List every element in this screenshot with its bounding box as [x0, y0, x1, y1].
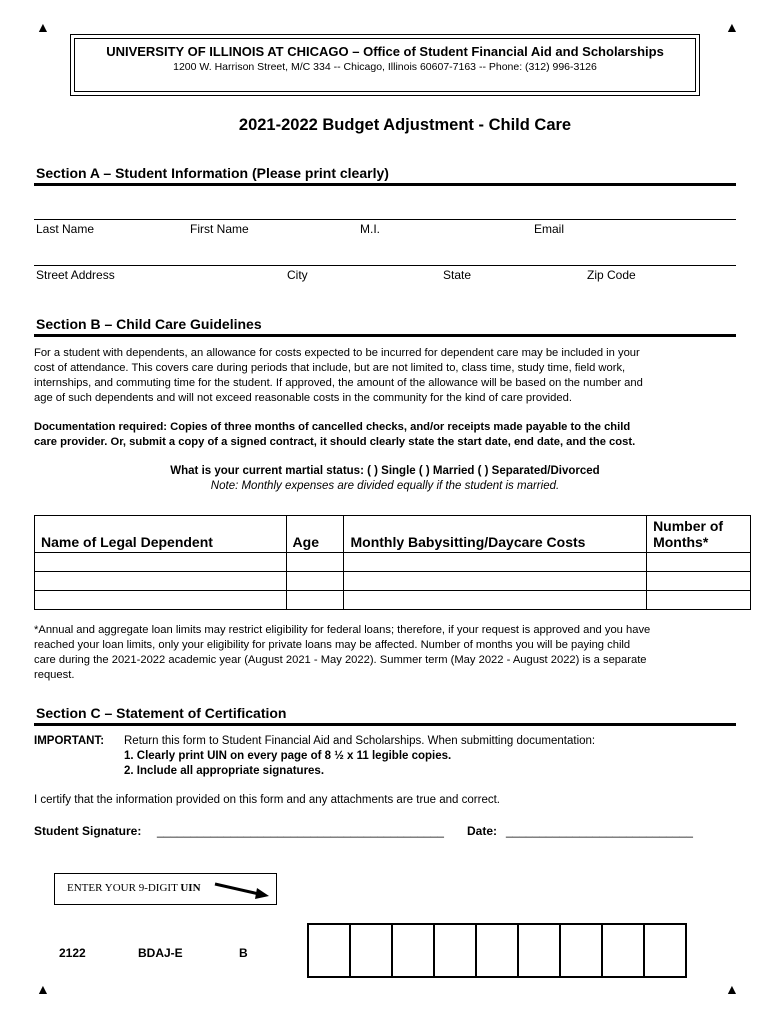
instruction-item-2: 2. Include all appropriate signatures.	[124, 765, 325, 777]
table-row[interactable]	[35, 553, 751, 572]
section-c-rule	[34, 723, 736, 726]
section-b-title: Section B – Child Care Guidelines	[36, 316, 262, 332]
important-label: IMPORTANT:	[34, 735, 105, 747]
date-field[interactable]: ____________________________	[506, 824, 693, 838]
dependents-table	[34, 515, 751, 610]
registration-mark-top-left: ▲	[36, 19, 50, 35]
form-title: 2021-2022 Budget Adjustment - Child Care	[238, 116, 572, 134]
uin-digit-box[interactable]	[559, 923, 603, 978]
uin-instruction-box	[54, 873, 277, 905]
col-dependent-name: Name of Legal Dependent	[35, 516, 287, 553]
uin-digit-box[interactable]	[433, 923, 477, 978]
guidelines-paragraph: For a student with dependents, an allowance for costs expected to be incurred for dependent care may be included in your cost of attendance. This covers care during periods that include, but are not limited to, class time, study time, field work, internships, and commuting time for the student. If approved, the amount of the allowance will be based on the number and age of such dependents and will not exceed reasonable costs in the community for the kind of care provided.	[34, 347, 643, 404]
col-monthly-costs: Monthly Babysitting/Daycare Costs	[344, 516, 647, 553]
office-header-box	[70, 34, 700, 96]
student-signature-field[interactable]: ___________________________________________	[157, 824, 444, 838]
documentation-required: Documentation required: Copies of three months of cancelled checks, and/or receipts made payable to the child care provider. Or, submit a copy of a signed contract, it should clearly state the start date, end date, and the cost.	[34, 421, 636, 448]
section-c-title: Section C – Statement of Certification	[36, 705, 287, 721]
uin-digit-box[interactable]	[307, 923, 351, 978]
section-b-rule	[34, 334, 736, 337]
uin-digit-box[interactable]	[475, 923, 519, 978]
registration-mark-top-right: ▲	[725, 19, 739, 35]
table-row[interactable]	[35, 572, 751, 591]
city-label: City	[287, 268, 308, 282]
last-name-label: Last Name	[36, 222, 95, 236]
loan-limits-footnote: *Annual and aggregate loan limits may restrict eligibility for federal loans; therefore, if your request is approved and you have reached your loan limits, only your eligibility for private loans may be affected. Number of months you will be paying child care during the 2021-2022 academic year (August 2021 - May 2022). Summer term (May 2022 - August 2022) is a separate request.	[34, 624, 651, 681]
section-a-rule	[34, 183, 736, 186]
uin-digit-boxes	[307, 923, 685, 978]
address-row-line[interactable]	[34, 265, 736, 266]
uin-digit-box[interactable]	[391, 923, 435, 978]
university-office-name: UNIVERSITY OF ILLINOIS AT CHICAGO – Office of Student Financial Aid and Scholarships	[106, 44, 664, 59]
uin-digit-box[interactable]	[601, 923, 645, 978]
street-address-label: Street Address	[36, 268, 115, 282]
form-version-code: B	[239, 946, 248, 960]
office-address: 1200 W. Harrison Street, M/C 334 -- Chicago, Illinois 60607-7163 -- Phone: (312) 996-3126	[173, 61, 597, 73]
registration-mark-bottom-right: ▲	[725, 981, 739, 997]
date-label: Date:	[467, 824, 498, 838]
section-a-title: Section A – Student Information (Please print clearly)	[36, 165, 389, 181]
first-name-label: First Name	[190, 222, 249, 236]
col-number-of-months: Number of Months*	[647, 516, 751, 553]
marital-status-note: Note: Monthly expenses are divided equally if the student is married.	[210, 480, 560, 492]
uin-digit-box[interactable]	[517, 923, 561, 978]
form-year-code: 2122	[59, 946, 86, 960]
name-row-line[interactable]	[34, 219, 736, 220]
form-type-code: BDAJ-E	[138, 946, 183, 960]
state-label: State	[443, 268, 472, 282]
instruction-item-1: 1. Clearly print UIN on every page of 8 ½ x 11 legible copies.	[124, 750, 452, 762]
uin-digit-box[interactable]	[643, 923, 687, 978]
middle-initial-label: M.I.	[360, 222, 380, 236]
table-row[interactable]	[35, 591, 751, 610]
important-text: Return this form to Student Financial Aid and Scholarships. When submitting documentation:	[124, 735, 596, 747]
student-signature-label: Student Signature:	[34, 824, 142, 838]
registration-mark-bottom-left: ▲	[36, 981, 50, 997]
arrow-right-icon	[213, 879, 271, 901]
uin-instruction: ENTER YOUR 9-DIGIT UIN	[67, 882, 201, 894]
marital-status-question[interactable]: What is your current martial status: ( ) Single ( ) Married ( ) Separated/Divorced	[170, 465, 600, 477]
zip-code-label: Zip Code	[587, 268, 636, 282]
uin-digit-box[interactable]	[349, 923, 393, 978]
certification-statement: I certify that the information provided on this form and any attachments are true and correct.	[34, 794, 500, 806]
email-label: Email	[534, 222, 565, 236]
col-age: Age	[286, 516, 344, 553]
